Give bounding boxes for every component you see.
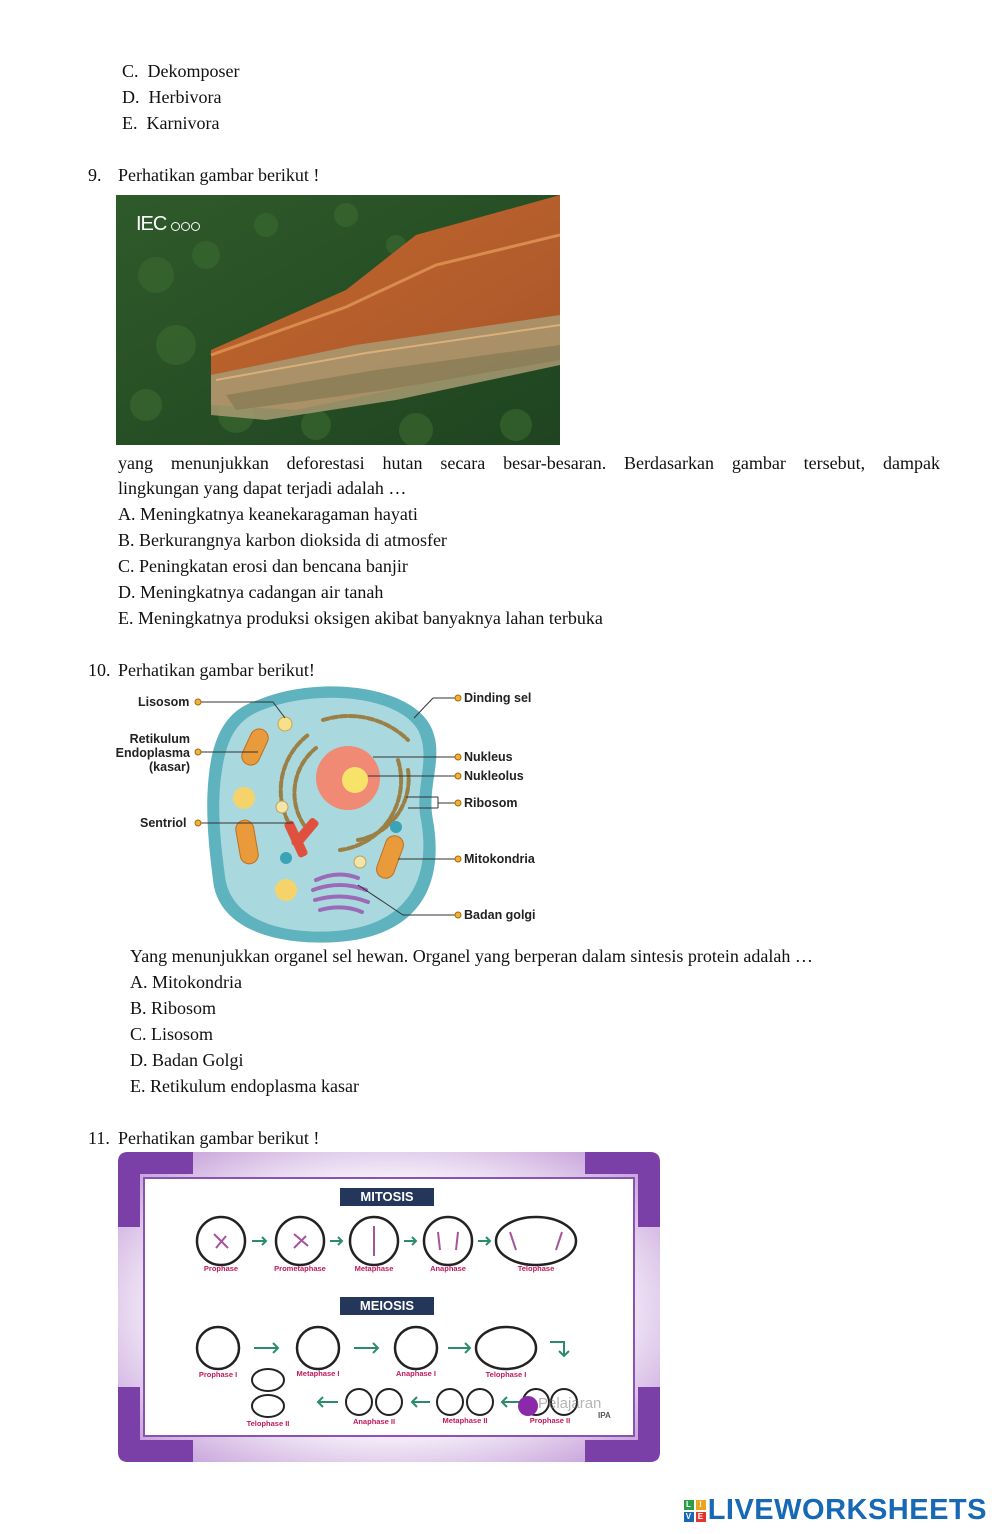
stage-label: Metaphase — [354, 1264, 394, 1273]
label-badan-golgi: Badan golgi — [464, 908, 536, 922]
q10-option-a: A. Mitokondria — [130, 972, 242, 992]
q10-option-e: E. Retikulum endoplasma kasar — [130, 1076, 359, 1096]
liveworksheets-logo — [684, 1494, 987, 1527]
cell-division-diagram — [118, 1152, 660, 1462]
label-nukleolus: Nukleolus — [464, 769, 524, 783]
stage-label: Telophase I — [485, 1370, 527, 1379]
stage-label: Prometaphase — [274, 1264, 326, 1273]
q10-option-d: D. Badan Golgi — [130, 1050, 244, 1070]
brand-grid-icon: L I V E — [684, 1500, 706, 1522]
label-nukleus: Nukleus — [464, 750, 513, 764]
label-mitokondria: Mitokondria — [464, 852, 535, 866]
label-sentriol: Sentriol — [140, 816, 187, 830]
image-logo: IEC — [136, 213, 167, 235]
q9-prompt: Perhatikan gambar berikut ! — [118, 165, 320, 185]
deforestation-image — [116, 195, 560, 445]
watermark-sub: IPA — [598, 1411, 611, 1420]
label-retikulum: Retikulum Endoplasma (kasar) — [115, 732, 190, 774]
label-dinding-sel: Dinding sel — [464, 691, 532, 705]
brand-text: LIVEWORKSHEETS — [707, 1494, 987, 1526]
q10-caption: Yang menunjukkan organel sel hewan. Organel yang berperan dalam sintesis protein adalah … — [130, 946, 813, 966]
meiosis-title: MEIOSIS — [359, 1298, 415, 1313]
q9-number: 9. — [88, 165, 102, 185]
stage-label: Metaphase I — [296, 1369, 340, 1378]
q9-option-b: B. Berkurangnya karbon dioksida di atmosfer — [118, 530, 447, 550]
q9-option-e: E. Meningkatnya produksi oksigen akibat banyaknya lahan terbuka — [118, 608, 603, 628]
q8-option-c: C. Dekomposer — [122, 61, 240, 81]
q9-option-a: A. Meningkatnya keanekaragaman hayati — [118, 504, 418, 524]
mitosis-title: MITOSIS — [360, 1189, 414, 1204]
watermark-circle-icon — [518, 1396, 538, 1416]
stage-label: Anaphase — [430, 1264, 466, 1273]
q11-prompt: Perhatikan gambar berikut ! — [118, 1128, 320, 1148]
stage-label: Prophase — [203, 1264, 239, 1273]
q11-number: 11. — [88, 1128, 110, 1148]
stage-label: Telophase — [517, 1264, 555, 1273]
q9-option-d: D. Meningkatnya cadangan air tanah — [118, 582, 384, 602]
cell-illustration — [108, 680, 558, 945]
q9-caption-line2: lingkungan yang dapat terjadi adalah … — [118, 478, 407, 498]
stage-label: Metaphase II — [442, 1416, 488, 1425]
stage-label: Anaphase II — [352, 1417, 396, 1426]
stage-label: Prophase II — [529, 1416, 571, 1425]
q9-caption-line1: yang menunjukkan deforestasi hutan secara besar-besaran. Berdasarkan gambar tersebut, dampak — [118, 453, 940, 473]
label-lisosom: Lisosom — [138, 695, 190, 709]
stage-label: Anaphase I — [395, 1369, 437, 1378]
q9-option-c: C. Peningkatan erosi dan bencana banjir — [118, 556, 408, 576]
animal-cell-diagram — [108, 680, 558, 945]
q10-option-c: C. Lisosom — [130, 1024, 214, 1044]
q8-option-e: E. Karnivora — [122, 113, 220, 133]
stage-label: Prophase I — [198, 1370, 238, 1379]
logo-dots-icon — [171, 215, 201, 223]
label-ribosom: Ribosom — [464, 796, 518, 810]
q10-prompt: Perhatikan gambar berikut! — [118, 660, 315, 680]
q10-number: 10. — [88, 660, 111, 680]
watermark-text: Pelajaran — [538, 1395, 602, 1412]
q8-option-d: D. Herbivora — [122, 87, 222, 107]
deforestation-illustration — [116, 195, 560, 445]
stage-label: Telophase II — [246, 1419, 290, 1428]
q10-option-b: B. Ribosom — [130, 998, 217, 1018]
